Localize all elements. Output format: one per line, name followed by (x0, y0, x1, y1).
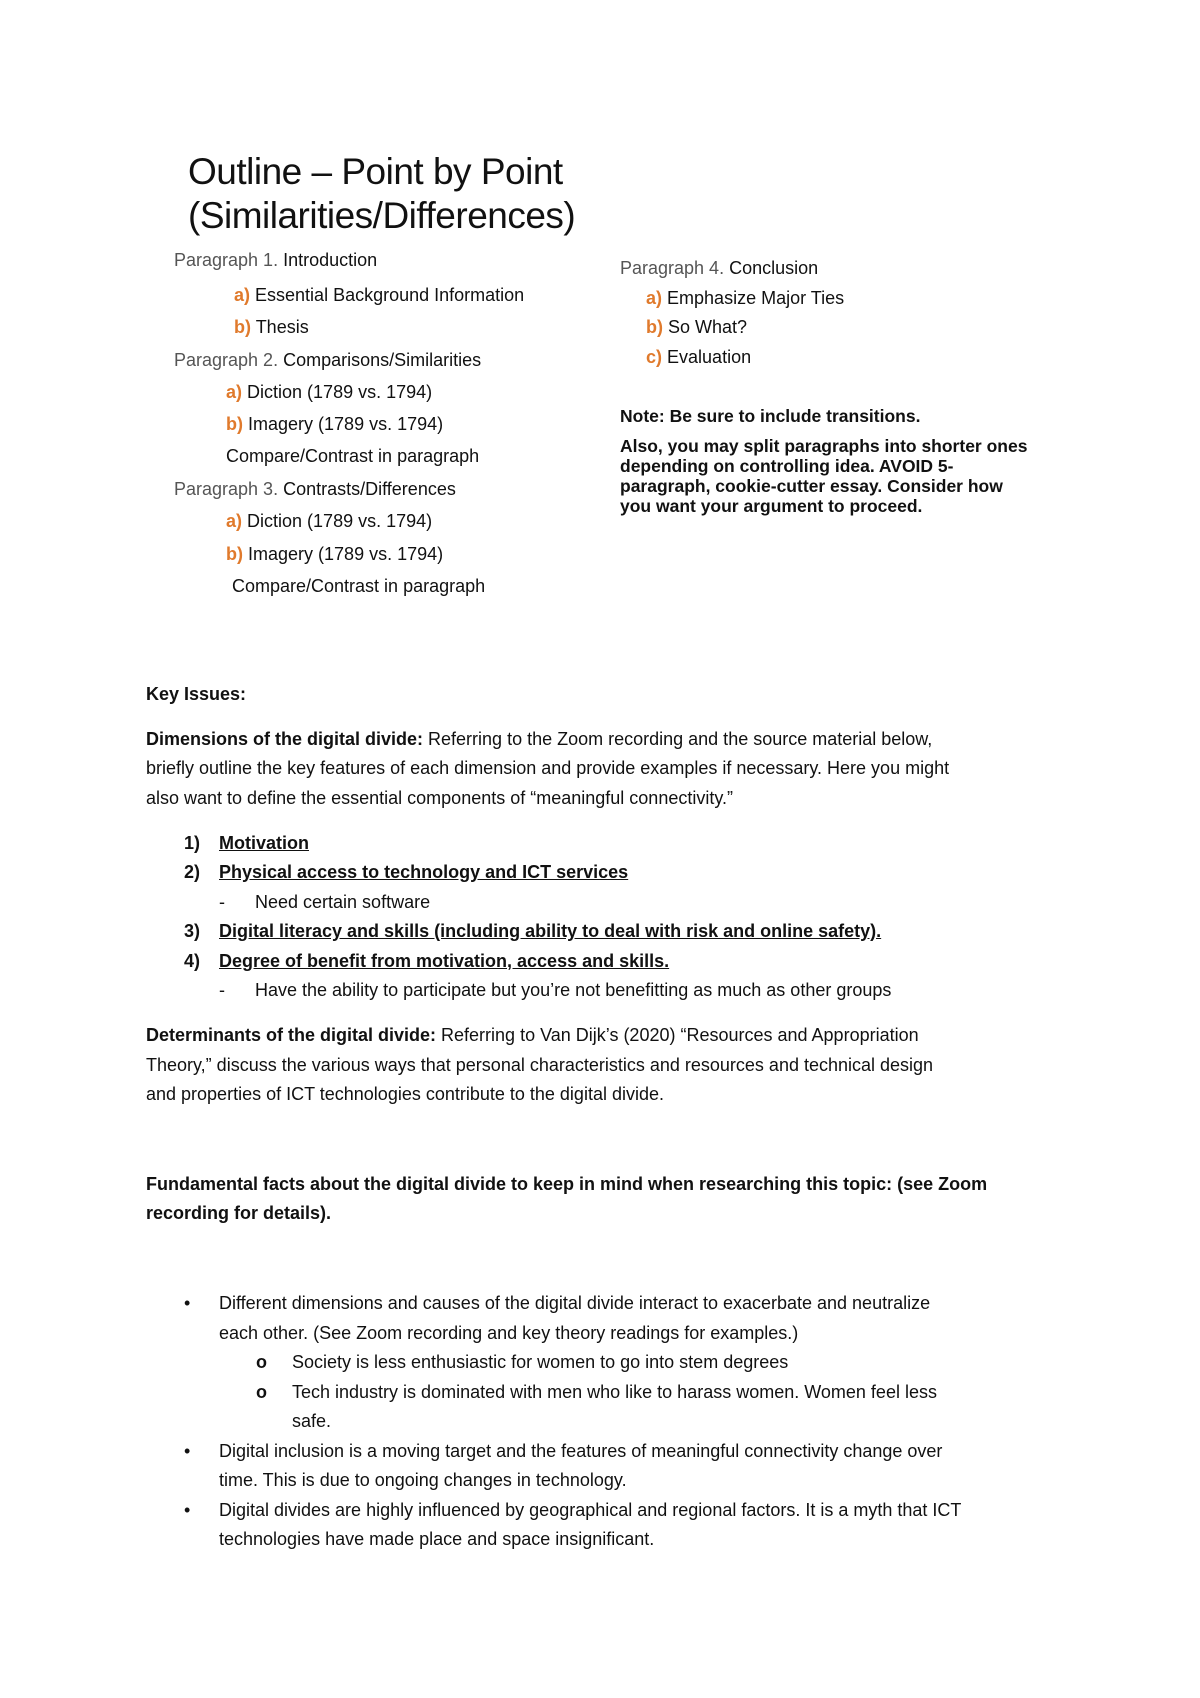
dimensions-label: Dimensions of the digital divide: (146, 729, 424, 749)
item-text: Imagery (1789 vs. 1794) (248, 414, 444, 434)
determinants-text: Referring to Van Dijk’s (2020) “Resources and Appropriation (436, 1025, 919, 1045)
dimensions-text: Referring to the Zoom recording and the source material below, (423, 729, 933, 749)
dash-marker: - (219, 892, 225, 912)
outline-item (226, 381, 432, 403)
item-text: So What? (668, 317, 748, 337)
bullet-marker: • (184, 1500, 191, 1520)
key-issues-heading: Key Issues: (146, 684, 247, 704)
fundamental-facts-line: Fundamental facts about the digital divide to keep in mind when researching this topic: (see Zoom (146, 1174, 988, 1194)
paragraph-label: Conclusion (729, 258, 819, 278)
list-number: 4) (184, 951, 201, 971)
outline-item (234, 284, 524, 306)
item-letter: a) (226, 511, 243, 531)
outline-note: Compare/Contrast in paragraph (226, 446, 480, 466)
sub-bullet-line: Tech industry is dominated with men who like to harass women. Women feel less (292, 1382, 937, 1402)
item-text: Essential Background Information (255, 285, 525, 305)
list-item: Digital literacy and skills (including ability to deal with risk and online safety). (219, 921, 882, 941)
outline-item (226, 510, 432, 532)
list-number: 2) (184, 862, 201, 882)
determinants-line: Theory,” discuss the various ways that personal characteristics and resources and technical design (146, 1055, 934, 1075)
paragraph-1-heading (174, 249, 377, 271)
outline-item (226, 413, 443, 435)
item-text: Diction (1789 vs. 1794) (247, 382, 433, 402)
list-item: Motivation (219, 833, 309, 853)
dimensions-line: briefly outline the key features of each dimension and provide examples if necessary. Here you might (146, 758, 950, 778)
sub-bullet-line: safe. (292, 1411, 332, 1431)
title-line-2: (Similarities/Differences) (188, 195, 576, 236)
item-text: Emphasize Major Ties (667, 288, 845, 308)
list-number: 3) (184, 921, 201, 941)
bullet-line: technologies have made place and space insignificant. (219, 1529, 655, 1549)
bullet-marker: • (184, 1441, 191, 1461)
dash-marker: - (219, 980, 225, 1000)
paragraph-prefix: Paragraph 2. (174, 350, 279, 370)
item-letter: b) (646, 317, 663, 337)
bullet-line: Different dimensions and causes of the digital divide interact to exacerbate and neutralize (219, 1293, 931, 1313)
item-letter: b) (226, 544, 243, 564)
list-subitem: Have the ability to participate but you’re not benefitting as much as other groups (255, 980, 892, 1000)
bullet-line: Digital divides are highly influenced by geographical and regional factors. It is a myth that ICT (219, 1500, 962, 1520)
determinants-line (146, 1021, 1066, 1051)
item-text: Imagery (1789 vs. 1794) (248, 544, 444, 564)
item-letter: b) (226, 414, 243, 434)
bullet-line: each other. (See Zoom recording and key theory readings for examples.) (219, 1323, 799, 1343)
item-text: Thesis (255, 317, 309, 337)
paragraph-2-heading (174, 349, 481, 371)
outline-item (646, 346, 751, 368)
bullet-line: time. This is due to ongoing changes in technology. (219, 1470, 627, 1490)
item-text: Diction (1789 vs. 1794) (247, 511, 433, 531)
item-letter: a) (226, 382, 243, 402)
outline-item (226, 543, 443, 565)
determinants-line: and properties of ICT technologies contribute to the digital divide. (146, 1084, 664, 1104)
sub-bullet-marker: o (256, 1382, 267, 1402)
outline-item (646, 316, 747, 338)
transitions-note: Note: Be sure to include transitions. (620, 406, 921, 426)
paragraph-prefix: Paragraph 1. (174, 250, 279, 270)
paragraph-4-heading (620, 257, 818, 279)
determinants-label: Determinants of the digital divide: (146, 1025, 437, 1045)
item-letter: a) (234, 285, 251, 305)
paragraph-3-heading (174, 478, 456, 500)
list-subitem: Need certain software (255, 892, 431, 912)
sub-bullet-marker: o (256, 1352, 267, 1372)
paragraph-label: Contrasts/Differences (283, 479, 456, 499)
paragraph-label: Comparisons/Similarities (283, 350, 482, 370)
dimensions-line (146, 725, 1066, 755)
sub-bullet-line: Society is less enthusiastic for women to go into stem degrees (292, 1352, 789, 1372)
split-paragraphs-note-line: you want your argument to proceed. (620, 496, 923, 516)
item-letter: a) (646, 288, 663, 308)
split-paragraphs-note-line: Also, you may split paragraphs into shorter ones (620, 436, 1028, 456)
paragraph-prefix: Paragraph 3. (174, 479, 279, 499)
outline-item (234, 316, 309, 338)
list-item: Degree of benefit from motivation, access and skills. (219, 951, 670, 971)
bullet-marker: • (184, 1293, 191, 1313)
split-paragraphs-note-line: paragraph, cookie-cutter essay. Consider how (620, 476, 1003, 496)
fundamental-facts-line: recording for details). (146, 1203, 332, 1223)
split-paragraphs-note-line: depending on controlling idea. AVOID 5- (620, 456, 954, 476)
paragraph-label: Introduction (283, 250, 378, 270)
item-letter: b) (234, 317, 251, 337)
item-text: Evaluation (667, 347, 752, 367)
list-item: Physical access to technology and ICT services (219, 862, 629, 882)
outline-note: Compare/Contrast in paragraph (232, 576, 486, 596)
list-number: 1) (184, 833, 201, 853)
outline-item (646, 287, 844, 309)
item-letter: c) (646, 347, 663, 367)
paragraph-prefix: Paragraph 4. (620, 258, 725, 278)
bullet-line: Digital inclusion is a moving target and the features of meaningful connectivity change over (219, 1441, 943, 1461)
title-line-1: Outline – Point by Point (188, 151, 563, 192)
dimensions-line: also want to define the essential components of “meaningful connectivity.” (146, 788, 733, 808)
